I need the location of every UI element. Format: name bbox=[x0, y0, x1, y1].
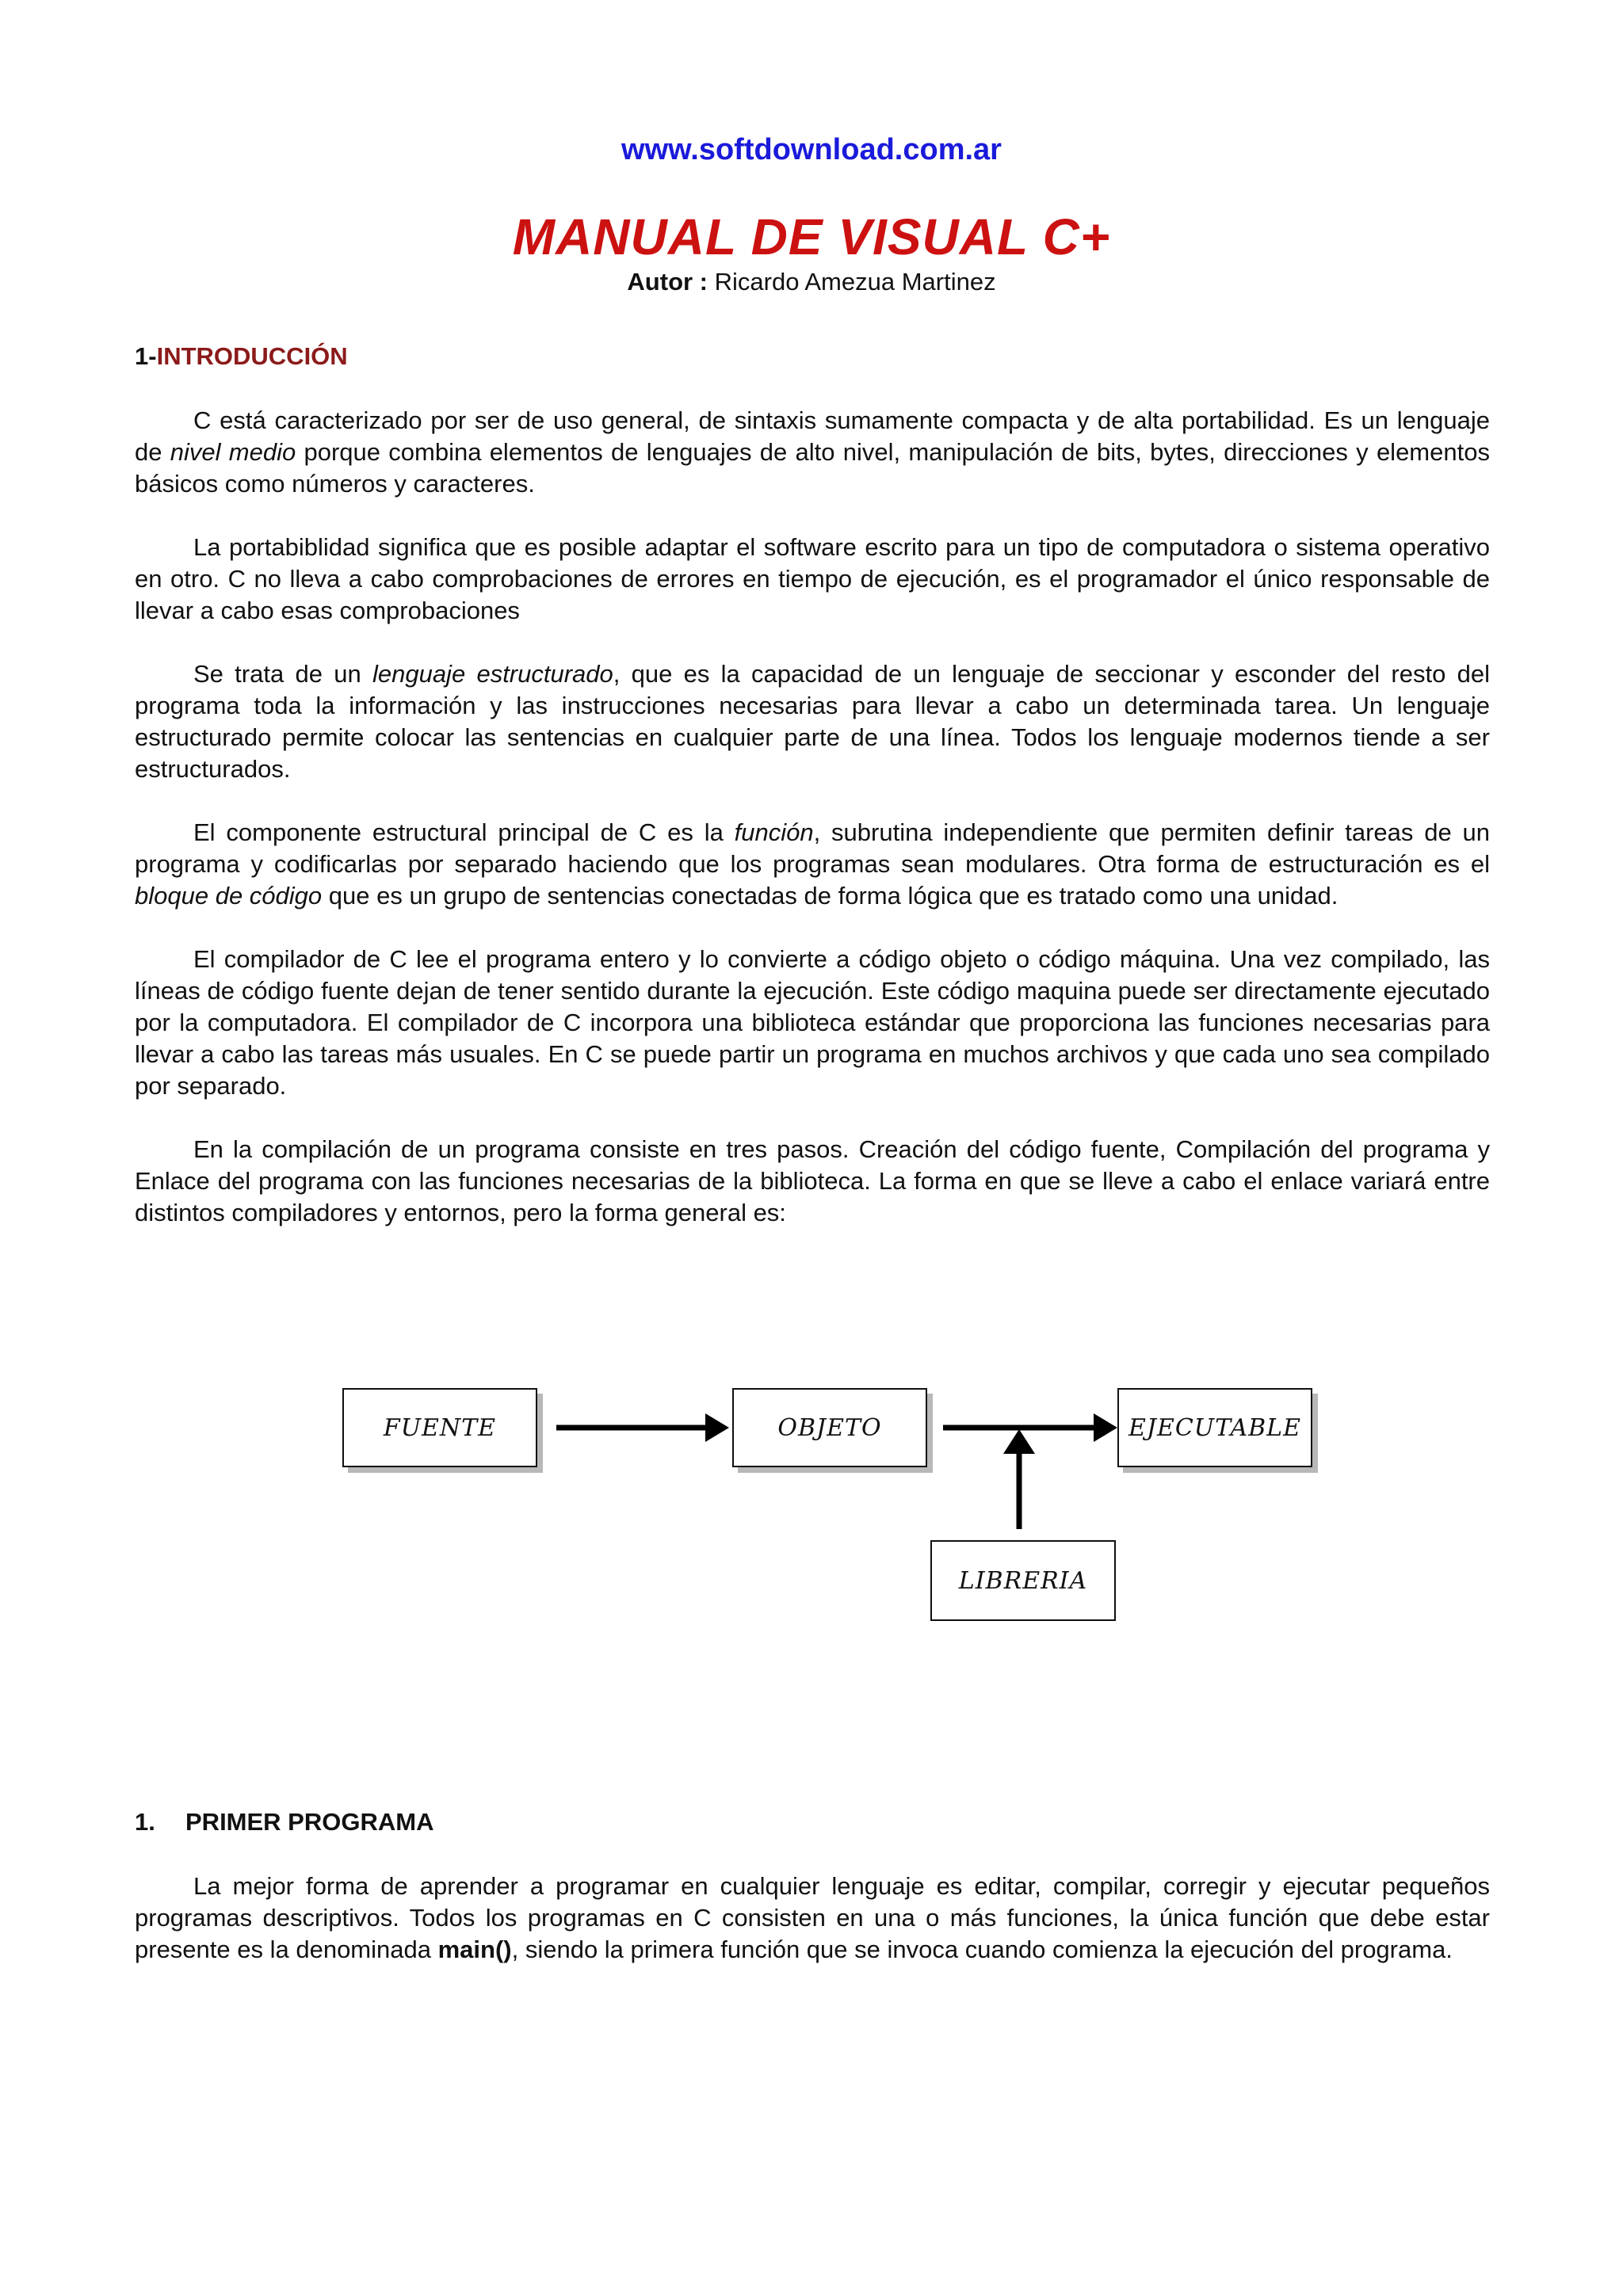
arrowhead bbox=[705, 1413, 729, 1442]
box-libreria: LIBRERIA bbox=[930, 1540, 1116, 1621]
site-url: www.softdownload.com.ar bbox=[621, 133, 1002, 166]
author-name: Ricardo Amezua Martinez bbox=[714, 268, 996, 296]
paragraph-emphasis: nivel medio bbox=[170, 438, 296, 466]
section-number: 1. bbox=[135, 1808, 155, 1836]
paragraph-emphasis: lenguaje estructurado bbox=[372, 660, 613, 688]
arrowhead bbox=[1094, 1413, 1117, 1442]
paragraph bbox=[135, 817, 1490, 912]
paragraph-text: Se trata de un bbox=[193, 660, 372, 688]
paragraph-text: C está caracterizado por ser de uso general, de sintaxis sumamente compacta y de alta portabilidad. Es un lenguaje de bbox=[135, 406, 1490, 466]
section-title: PRIMER PROGRAMA bbox=[185, 1808, 434, 1836]
paragraph-text: El componente estructural principal de C es la bbox=[193, 818, 735, 846]
arrowhead bbox=[1003, 1429, 1035, 1454]
paragraph-text: La mejor forma de aprender a programar en cualquier lenguaje es editar, compilar, corregir y ejecutar pequeños programas descriptivos. Todos los programas en C consisten en una o más funciones, la única función que debe estar presente es la denominada bbox=[135, 1872, 1490, 1963]
section-heading-primer-programa bbox=[135, 1808, 433, 1836]
paragraph bbox=[135, 944, 1490, 1102]
main-function-name: main() bbox=[437, 1936, 512, 1963]
paragraph-text: que es un grupo de sentencias conectadas de forma lógica que es tratado como una unidad. bbox=[322, 882, 1338, 910]
paragraph bbox=[135, 405, 1490, 500]
paragraph-text: , que es la capacidad de un lenguaje de seccionar y esconder del resto del programa toda la información y las instrucciones necesarias para llevar a cabo un determinada tarea. Un lenguaje estructurado permite colocar las sentencias en cualquier parte de una línea. Todos los lenguaje modernos tiende a ser estructurados. bbox=[135, 660, 1490, 783]
paragraph bbox=[135, 532, 1490, 627]
introduccion-body bbox=[135, 405, 1490, 1261]
author-line bbox=[0, 268, 1623, 296]
paragraph bbox=[135, 658, 1490, 785]
box-objeto: OBJETO bbox=[732, 1388, 927, 1467]
section-number: 1- bbox=[135, 342, 157, 370]
paragraph-text: La portabiblidad significa que es posible adaptar el software escrito para un tipo de computadora o sistema operativo en otro. C no lleva a cabo comprobaciones de errores en tiempo de ejecución, es el programador el único responsable de llevar a cabo esas comprobaciones bbox=[135, 533, 1490, 624]
document-title: MANUAL DE VISUAL C+ bbox=[512, 208, 1111, 265]
section-title: INTRODUCCIÓN bbox=[156, 342, 348, 370]
paragraph-text: , siendo la primera función que se invoca cuando comienza la ejecución del programa. bbox=[511, 1936, 1453, 1963]
paragraph-text: , subrutina independiente que permiten definir tareas de un programa y codificarlas por separado haciendo que los programas sean modulares. Otra forma de estructuración es el bbox=[135, 818, 1490, 878]
author-label: Autor : bbox=[627, 268, 708, 296]
paragraph-text: porque combina elementos de lenguajes de alto nivel, manipulación de bits, bytes, direcciones y elementos básicos como números y caracteres. bbox=[135, 438, 1490, 498]
paragraph bbox=[135, 1134, 1490, 1229]
box-fuente: FUENTE bbox=[342, 1388, 537, 1467]
paragraph-text: En la compilación de un programa consiste en tres pasos. Creación del código fuente, Compilación del programa y Enlace del programa con las funciones necesarias de la biblioteca. La forma en que se lleve a cabo el enlace variará entre distintos compiladores y entornos, pero la forma general es: bbox=[135, 1135, 1490, 1226]
section-heading-introduccion bbox=[135, 342, 348, 371]
box-ejecutable: EJECUTABLE bbox=[1117, 1388, 1312, 1467]
paragraph-emphasis: bloque de código bbox=[135, 882, 323, 910]
paragraph bbox=[135, 1871, 1490, 1966]
primer-programa-body bbox=[135, 1871, 1490, 1997]
paragraph-emphasis: función bbox=[734, 818, 814, 846]
compilation-flow-diagram bbox=[333, 1379, 1323, 1632]
paragraph-text: El compilador de C lee el programa entero y lo convierte a código objeto o código máquina. Una vez compilado, las líneas de código fuente dejan de tener sentido durante la ejecución. Este código maquina puede ser directamente ejecutado por la computadora. El compilador de C incorpora una biblioteca estándar que proporciona las funciones necesarias para llevar a cabo las tareas más usuales. En C se puede partir un programa en muchos archivos y que cada uno sea compilado por separado. bbox=[135, 945, 1490, 1100]
